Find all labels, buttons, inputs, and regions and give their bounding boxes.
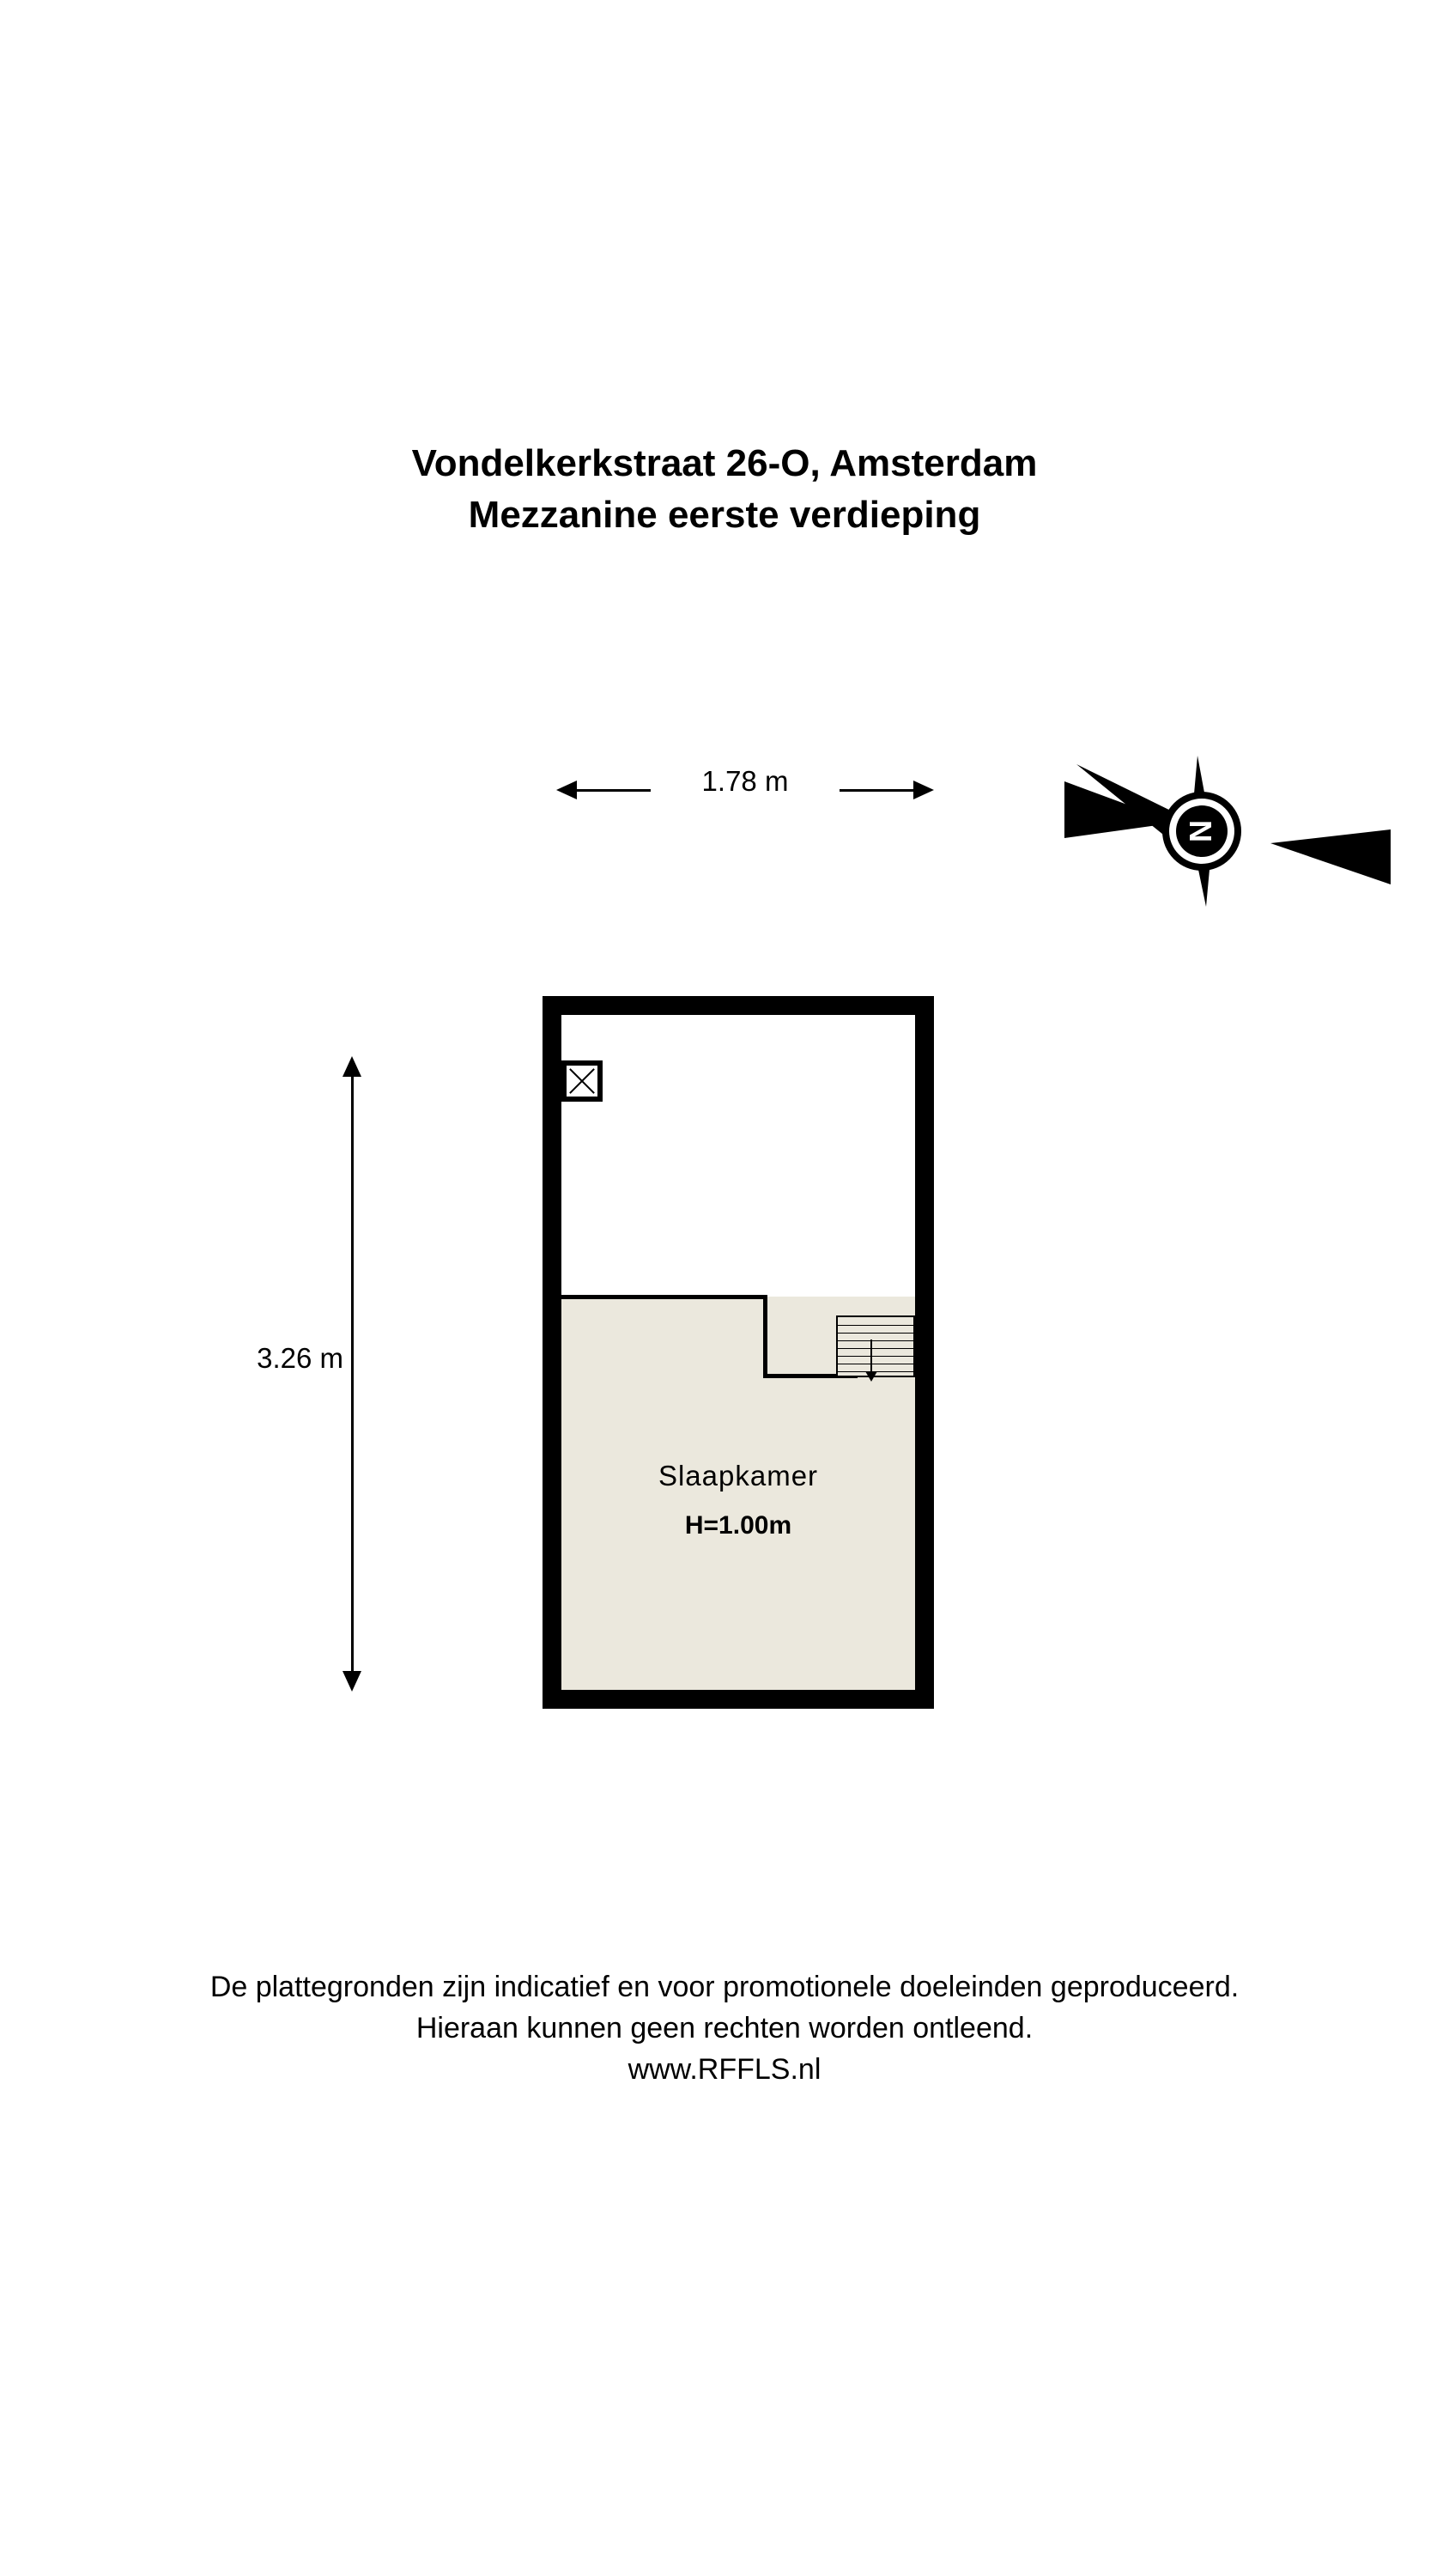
room-label-slaapkamer: Slaapkamer bbox=[658, 1460, 819, 1492]
dimension-width-label: 1.78 m bbox=[651, 764, 840, 799]
footer-disclaimer bbox=[0, 1966, 1449, 2090]
stairs-direction-arrow bbox=[870, 1340, 872, 1374]
footer-line-1: De plattegronden zijn indicatief en voor promotionele doeleinden geproduceerd. bbox=[209, 1971, 1240, 2003]
compass-north-letter: N bbox=[1183, 820, 1218, 842]
dimension-height-label: 3.26 m bbox=[172, 1340, 343, 1377]
page-subtitle: Mezzanine eerste verdieping bbox=[468, 494, 981, 536]
room-height-note: H=1.00m bbox=[684, 1511, 792, 1540]
arrow-left-icon bbox=[556, 781, 577, 799]
interior-wall-horizontal bbox=[561, 1295, 767, 1299]
dimension-line bbox=[351, 1075, 354, 1673]
dimension-width bbox=[556, 765, 934, 807]
arrow-up-icon bbox=[343, 1056, 361, 1077]
floorplan-drawing bbox=[543, 996, 934, 1709]
stairs-direction-arrow-head bbox=[865, 1371, 877, 1382]
footer-line-2: Hieraan kunnen geen rechten worden ontleend. bbox=[415, 2012, 1034, 2044]
arrow-down-icon bbox=[343, 1671, 361, 1692]
stairs-icon bbox=[836, 1315, 915, 1377]
hatch-icon bbox=[561, 1060, 603, 1102]
interior-wall-vertical bbox=[763, 1295, 767, 1377]
dimension-height bbox=[257, 1056, 369, 1692]
page-title: Vondelkerkstraat 26-O, Amsterdam bbox=[411, 442, 1038, 484]
compass-north-icon bbox=[1064, 756, 1391, 910]
footer-website: www.RFFLS.nl bbox=[627, 2053, 822, 2086]
arrow-right-icon bbox=[913, 781, 934, 799]
